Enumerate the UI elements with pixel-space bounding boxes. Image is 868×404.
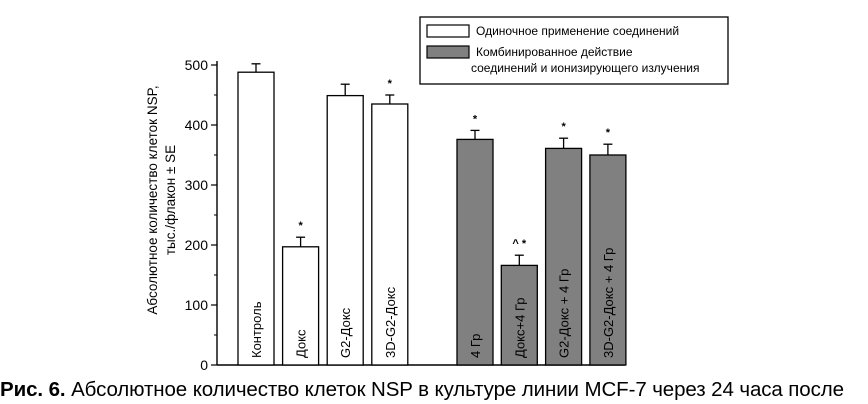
- legend-label-single: Одиночное применение соединений: [476, 24, 680, 38]
- figure-caption-text: Абсолютное количество клеток NSP в культуре линии MCF-7 через 24 часа после: [71, 378, 844, 401]
- plot-area: [185, 57, 626, 373]
- significance-mark: *: [472, 113, 478, 126]
- y-tick-label: 500: [184, 57, 208, 73]
- figure-label: Рис. 6.: [0, 378, 66, 401]
- legend: [420, 17, 728, 84]
- legend-label-combined-line1: Комбинированное действие: [476, 45, 633, 59]
- significance-mark: *: [387, 78, 392, 90]
- y-axis-label-line2: тыс./флакон ± SE: [163, 144, 178, 256]
- category-label: G2-Докс: [338, 307, 354, 358]
- category-label: 4 Гр: [468, 333, 483, 358]
- category-label: Контроль: [249, 301, 264, 358]
- legend-label-combined-line2: соединений и ионизирующего излучения: [471, 61, 700, 75]
- y-tick-label: 100: [184, 297, 208, 313]
- y-tick-label: 200: [184, 237, 208, 253]
- y-axis-title: [145, 85, 178, 314]
- y-tick-label: 300: [184, 177, 208, 193]
- significance-mark: *: [561, 121, 566, 134]
- category-label: Докс: [293, 329, 309, 358]
- y-axis-label-line1: Абсолютное количество клеток NSP,: [145, 85, 160, 315]
- legend-swatch-single: [427, 25, 469, 37]
- category-label: Докс+4 Гр: [512, 297, 528, 358]
- bar: [457, 139, 493, 365]
- y-tick-label: 0: [200, 357, 208, 373]
- significance-mark: *: [298, 220, 303, 233]
- figure-caption: [0, 378, 868, 402]
- significance-mark: ^ *: [512, 238, 527, 251]
- category-label: 3D-G2-Докс: [382, 286, 398, 358]
- significance-mark: *: [605, 127, 611, 140]
- category-label: G2-Докс + 4 Гр: [556, 268, 572, 358]
- legend-swatch-combined: [427, 46, 469, 58]
- category-label: 3D-G2-Докс + 4 Гр: [600, 247, 616, 358]
- y-tick-label: 400: [184, 117, 208, 133]
